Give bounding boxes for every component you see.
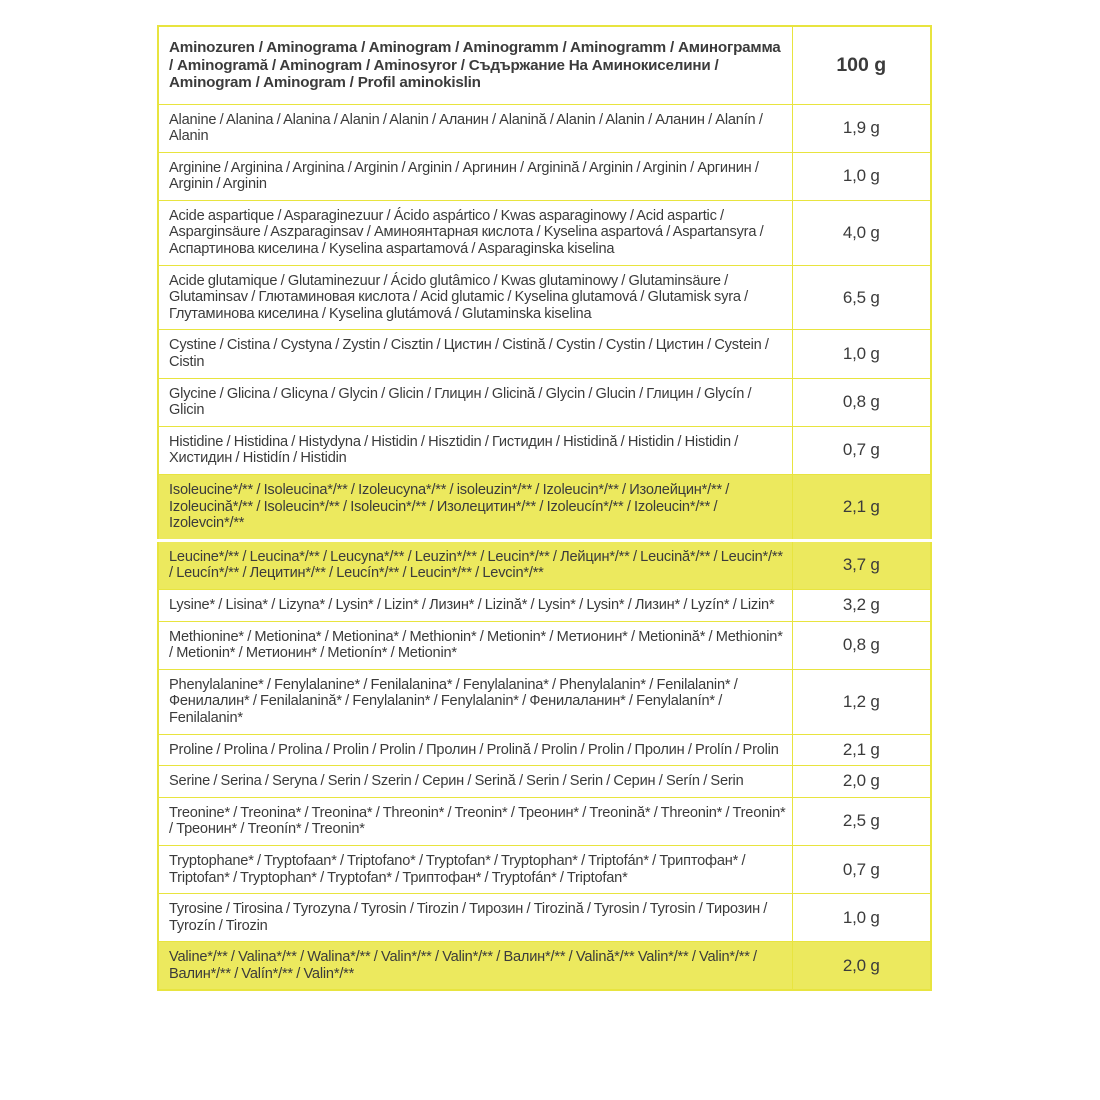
table-row: [158, 475, 931, 541]
table-row: [158, 894, 931, 942]
table-row: [158, 845, 931, 893]
amino-acid-amount: 6,5 g: [792, 265, 931, 330]
amino-acid-names: Glycine / Glicina / Glicyna / Glycin / Glicin / Глицин / Glicină / Glycin / Glucin / Глицин / Glycín / Glicin: [158, 378, 792, 426]
amino-acid-names: Methionine* / Metionina* / Metionina* / Methionin* / Metionin* / Метионин* / Metionină* / Methionin* / Metionin* / Метионин* / Metionín* / Metionin*: [158, 621, 792, 669]
table-row: [158, 942, 931, 991]
table-row: [158, 152, 931, 200]
amino-acid-amount: 1,2 g: [792, 669, 931, 734]
amino-acid-amount: 1,9 g: [792, 104, 931, 152]
table-row: [158, 797, 931, 845]
amino-acid-amount: 1,0 g: [792, 894, 931, 942]
amino-acid-amount: 0,8 g: [792, 621, 931, 669]
amino-acid-names: Proline / Prolina / Prolina / Prolin / Prolin / Пролин / Prolină / Prolin / Prolin / Пролин / Prolín / Prolin: [158, 734, 792, 766]
amino-acid-amount: 2,1 g: [792, 475, 931, 541]
amino-acid-names: Alanine / Alanina / Alanina / Alanin / Alanin / Аланин / Alanină / Alanin / Alanin / Аланин / Alanín / Alanin: [158, 104, 792, 152]
amino-acid-names: Histidine / Histidina / Histydyna / Histidin / Hisztidin / Гистидин / Histidină / Histidin / Histidin / Хистидин / Histidín / Histidin: [158, 426, 792, 474]
aminogram-table-body: [158, 104, 931, 990]
amino-acid-amount: 3,2 g: [792, 589, 931, 621]
amino-acid-amount: 4,0 g: [792, 200, 931, 265]
amino-acid-names: Isoleucine*/** / Isoleucina*/** / Izoleucyna*/** / isoleuzin*/** / Izoleucin*/** / Изолейцин*/** / Izoleucină*/** / Isoleucin*/** / Isoleucin*/** / Изолецитин*/** / Izoleucín*/** / Izoleucin*/** / Izolevcin*/**: [158, 475, 792, 541]
table-row: [158, 378, 931, 426]
table-row: [158, 621, 931, 669]
table-row: [158, 766, 931, 798]
amino-acid-names: Acide glutamique / Glutaminezuur / Ácido glutâmico / Kwas glutaminowy / Glutaminsäure / Glutaminsav / Глютаминовая кислота / Acid glutamic / Kyselina glutamová / Glutamisk syra / Глутаминова киселина / Kyselina glutámová / Glutaminska kiselina: [158, 265, 792, 330]
table-header-row: [158, 26, 931, 104]
amino-acid-names: Leucine*/** / Leucina*/** / Leucyna*/** / Leuzin*/** / Leucin*/** / Лейцин*/** / Leucină*/** / Leucin*/** / Leucín*/** / Лецитин*/** / Leucín*/** / Leucin*/** / Levcin*/**: [158, 540, 792, 589]
aminogram-table: [157, 25, 932, 991]
table-row: [158, 540, 931, 589]
serving-amount-header: 100 g: [792, 26, 931, 104]
amino-acid-names: Phenylalanine* / Fenylalanine* / Fenilalanina* / Fenylalanina* / Phenylalanin* / Fenilalanin* / Фенилалин* / Fenilalanină* / Fenylalanin* / Fenylalanin* / Фенилаланин* / Fenylalanín* / Fenilalanin*: [158, 669, 792, 734]
amino-acid-names: Arginine / Arginina / Arginina / Arginin / Arginin / Аргинин / Arginină / Arginin / Arginin / Аргинин / Arginin / Arginin: [158, 152, 792, 200]
amino-acid-amount: 2,5 g: [792, 797, 931, 845]
amino-acid-amount: 2,1 g: [792, 734, 931, 766]
amino-acid-amount: 1,0 g: [792, 330, 931, 378]
table-row: [158, 265, 931, 330]
amino-acid-names: Tyrosine / Tirosina / Tyrozyna / Tyrosin / Tirozin / Тирозин / Tirozină / Tyrosin / Tyrosin / Тирозин / Tyrozín / Tirozin: [158, 894, 792, 942]
amino-acid-names: Valine*/** / Valina*/** / Walina*/** / Valin*/** / Valin*/** / Валин*/** / Valină*/** Valin*/** / Valin*/** / Валин*/** / Valín*/** / Valin*/**: [158, 942, 792, 991]
amino-acid-amount: 0,7 g: [792, 426, 931, 474]
table-row: [158, 734, 931, 766]
amino-acid-amount: 0,7 g: [792, 845, 931, 893]
table-row: [158, 200, 931, 265]
table-row: [158, 669, 931, 734]
amino-acid-names: Tryptophane* / Tryptofaan* / Triptofano* / Tryptofan* / Tryptophan* / Triptofán* / Триптофан* / Triptofan* / Tryptophan* / Tryptofan* / Триптофан* / Tryptofán* / Triptofan*: [158, 845, 792, 893]
table-row: [158, 426, 931, 474]
amino-acid-names: Treonine* / Treonina* / Treonina* / Threonin* / Treonin* / Треонин* / Treonină* / Threonin* / Treonin* / Треонин* / Treonín* / Treonin*: [158, 797, 792, 845]
amino-acid-names: Serine / Serina / Seryna / Serin / Szerin / Серин / Serină / Serin / Serin / Серин / Serín / Serin: [158, 766, 792, 798]
aminogram-title: Aminozuren / Aminograma / Aminogram / Aminogramm / Aminogramm / Аминограмма / Aminogramă / Aminogram / Aminosyror / Съдържание На Аминокиселини / Aminogram / Aminogram / Profil aminokislin: [158, 26, 792, 104]
amino-acid-amount: 0,8 g: [792, 378, 931, 426]
amino-acid-names: Lysine* / Lisina* / Lizyna* / Lysin* / Lizin* / Лизин* / Lizină* / Lysin* / Lysin* / Лизин* / Lyzín* / Lizin*: [158, 589, 792, 621]
amino-acid-names: Acide aspartique / Asparaginezuur / Ácido aspártico / Kwas asparaginowy / Acid aspartic / Asparginsäure / Aszparaginsav / Аминоянтарная кислота / Kyselina aspartová / Aspartansyra / Аспартинова киселина / Kyselina aspartamová / Asparaginska kiselina: [158, 200, 792, 265]
table-row: [158, 589, 931, 621]
amino-acid-amount: 1,0 g: [792, 152, 931, 200]
table-row: [158, 330, 931, 378]
table-row: [158, 104, 931, 152]
amino-acid-amount: 2,0 g: [792, 766, 931, 798]
amino-acid-amount: 3,7 g: [792, 540, 931, 589]
amino-acid-names: Cystine / Cistina / Cystyna / Zystin / Cisztin / Цистин / Cistină / Cystin / Cystin / Цистин / Cystein / Cistin: [158, 330, 792, 378]
amino-acid-amount: 2,0 g: [792, 942, 931, 991]
